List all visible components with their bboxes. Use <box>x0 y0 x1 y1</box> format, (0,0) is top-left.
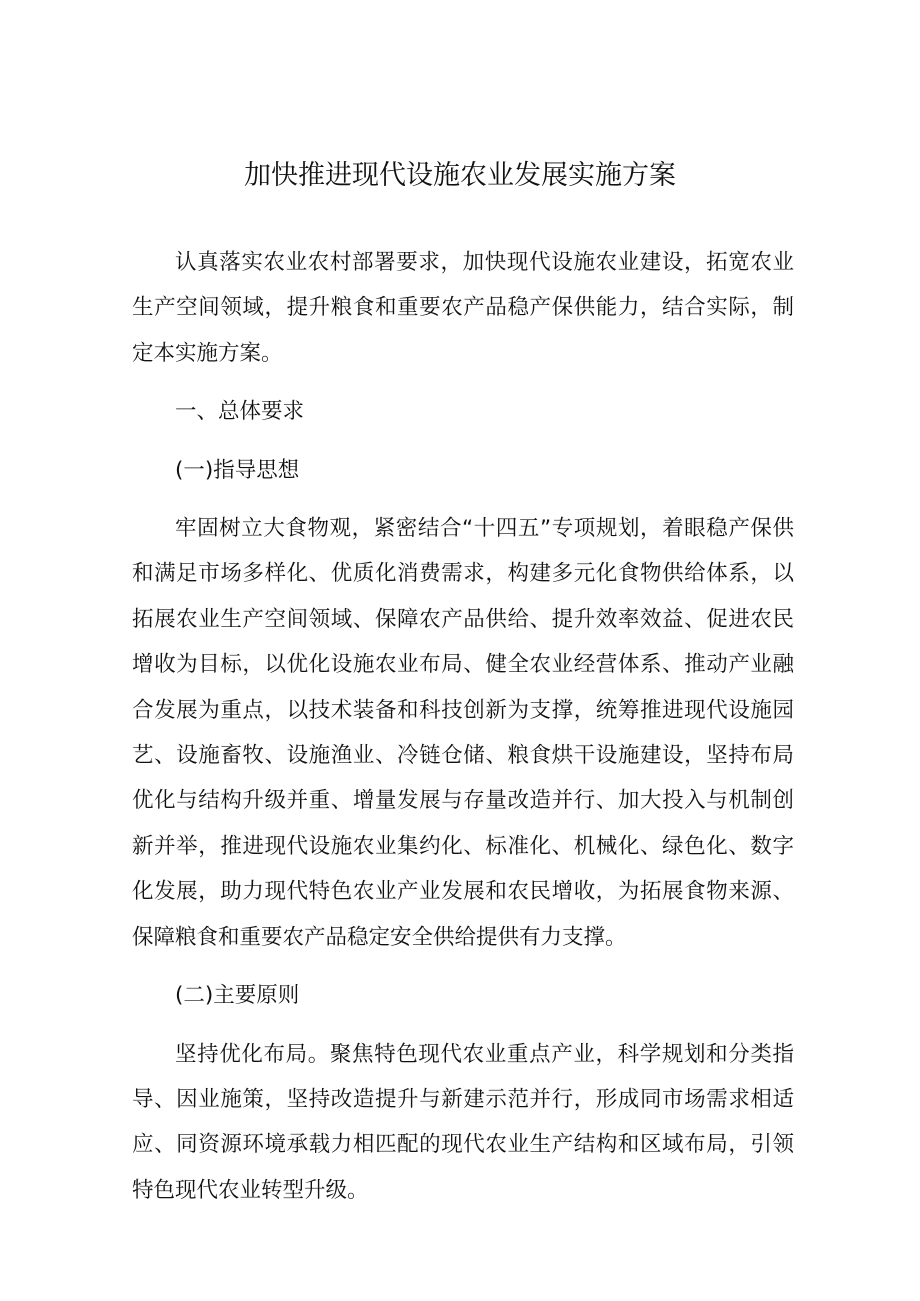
principle-layout-paragraph: 坚持优化布局。聚焦特色现代农业重点产业，科学规划和分类指导、因业施策，坚持改造提升与新建示范并行，形成同市场需求相适应、同资源环境承载力相匹配的现代农业生产结构和区域布局，引领特色现代农业转型升级。 <box>132 1041 794 1203</box>
subsection-heading-guiding-ideology: (一)指导思想 <box>175 457 300 483</box>
subsection-heading-main-principles: (二)主要原则 <box>175 983 300 1009</box>
section-heading-general-requirements: 一、总体要求 <box>175 399 305 425</box>
guiding-ideology-paragraph: 牢固树立大食物观，紧密结合“十四五”专项规划，着眼稳产保供和满足市场多样化、优质化消费需求，构建多元化食物供给体系，以拓展农业生产空间领域、保障农产品供给、提升效率效益、促进农民增收为目标，以优化设施农业布局、健全农业经营体系、推动产业融合发展为重点，以技术装备和科技创新为支撑，统筹推进现代设施园艺、设施畜牧、设施渔业、冷链仓储、粮食烘干设施建设，坚持布局优化与结构升级并重、增量发展与存量改造并行、加大投入与机制创新并举，推进现代设施农业集约化、标准化、机械化、绿色化、数字化发展，助力现代特色农业产业发展和农民增收，为拓展食物来源、保障粮食和重要农产品稳定安全供给提供有力支撑。 <box>132 516 794 950</box>
document-body <box>132 240 794 1226</box>
document-title: 加快推进现代设施农业发展实施方案 <box>244 160 676 192</box>
intro-paragraph: 认真落实农业农村部署要求，加快现代设施农业建设，拓宽农业生产空间领域，提升粮食和重要农产品稳产保供能力，结合实际，制定本实施方案。 <box>132 250 794 366</box>
